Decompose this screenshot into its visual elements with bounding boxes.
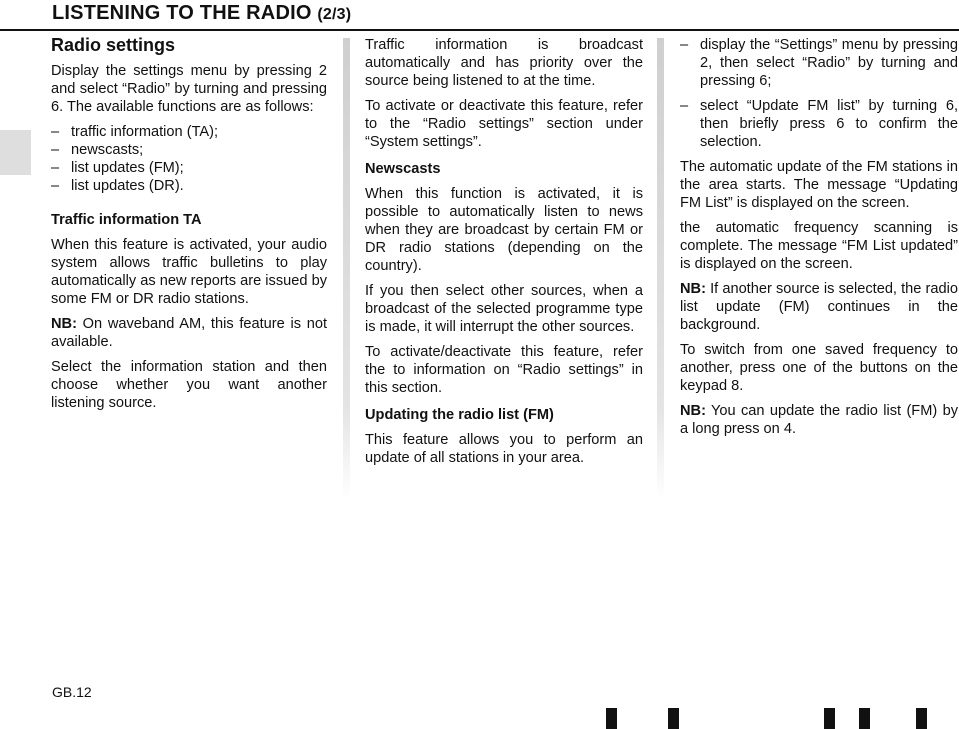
- nb-text: You can update the radio list (FM) by a long press on 4.: [680, 403, 958, 437]
- crop-mark: [824, 708, 835, 729]
- function-item: – newscasts;: [51, 141, 327, 159]
- nb-text: If another source is selected, the radio list update (FM) continues in the background.: [680, 281, 958, 333]
- traffic-info-heading: Traffic information TA: [51, 212, 202, 228]
- page-counter: (2/3): [317, 6, 352, 23]
- column-divider-1: [343, 38, 350, 500]
- crop-mark: [606, 708, 617, 729]
- section-tab: [0, 130, 31, 175]
- newscasts-paragraph-3: To activate/deactivate this feature, refer the to information on “Radio settings” in this section.: [365, 344, 643, 396]
- update-starts-paragraph: The automatic update of the FM stations in the area starts. The message “Updating FM List” is displayed on the screen.: [680, 159, 958, 211]
- scan-complete-paragraph: the automatic frequency scanning is complete. The message “FM List updated” is displayed on the screen.: [680, 220, 958, 272]
- update-steps-list: [680, 36, 958, 151]
- radio-settings-heading: Radio settings: [51, 35, 176, 55]
- column-3: [680, 36, 958, 445]
- crop-mark: [916, 708, 927, 729]
- activate-paragraph: To activate or deactivate this feature, refer to the “Radio settings” section under “System settings”.: [365, 98, 643, 150]
- crop-mark: [668, 708, 679, 729]
- background-note: [680, 280, 958, 334]
- nb-label: NB:: [680, 281, 706, 297]
- newscasts-paragraph-1: When this function is activated, it is possible to automatically listen to news when they are broadcast by certain FM or DR radio stations (depending on the country).: [365, 186, 643, 274]
- column-divider-2: [657, 38, 664, 500]
- newscasts-paragraph-2: If you then select other sources, when a broadcast of the selected programme type is made, it will interrupt the other sources.: [365, 283, 643, 335]
- page-number: GB.12: [52, 684, 92, 700]
- step-item: – display the “Settings” menu by pressing 2, then select “Radio” by turning and pressing 6;: [680, 36, 958, 90]
- switch-frequency-paragraph: To switch from one saved frequency to another, press one of the buttons on the keypad 8.: [680, 342, 958, 394]
- long-press-note: [680, 402, 958, 438]
- update-list-heading: Updating the radio list (FM): [365, 407, 554, 423]
- radio-settings-intro: Display the settings menu by pressing 2 and select “Radio” by turning and pressing 6. The available functions are as follows:: [51, 63, 327, 115]
- priority-paragraph: Traffic information is broadcast automatically and has priority over the source being listened to at the time.: [365, 37, 643, 89]
- step-item: – select “Update FM list” by turning 6, then briefly press 6 to confirm the selection.: [680, 97, 958, 151]
- am-note: [51, 315, 327, 351]
- traffic-info-paragraph: When this feature is activated, your audio system allows traffic bulletins to play automatically as new reports are issued by some FM or DR radio stations.: [51, 237, 327, 307]
- function-item: – list updates (FM);: [51, 159, 327, 177]
- nb-text: On waveband AM, this feature is not available.: [51, 316, 327, 350]
- nb-label: NB:: [51, 316, 77, 332]
- header-rule: [0, 29, 959, 31]
- functions-list: [51, 123, 327, 195]
- crop-mark: [859, 708, 870, 729]
- update-list-paragraph: This feature allows you to perform an update of all stations in your area.: [365, 432, 643, 466]
- select-source-paragraph: Select the information station and then choose whether you want another listening source.: [51, 359, 327, 411]
- newscasts-heading: Newscasts: [365, 161, 441, 177]
- function-item: – list updates (DR).: [51, 177, 327, 195]
- nb-label: NB:: [680, 403, 706, 419]
- column-2: [365, 36, 643, 474]
- column-1: [51, 36, 327, 419]
- page-title-text: LISTENING TO THE RADIO: [52, 2, 312, 24]
- page-title: [52, 2, 351, 25]
- function-item: – traffic information (TA);: [51, 123, 327, 141]
